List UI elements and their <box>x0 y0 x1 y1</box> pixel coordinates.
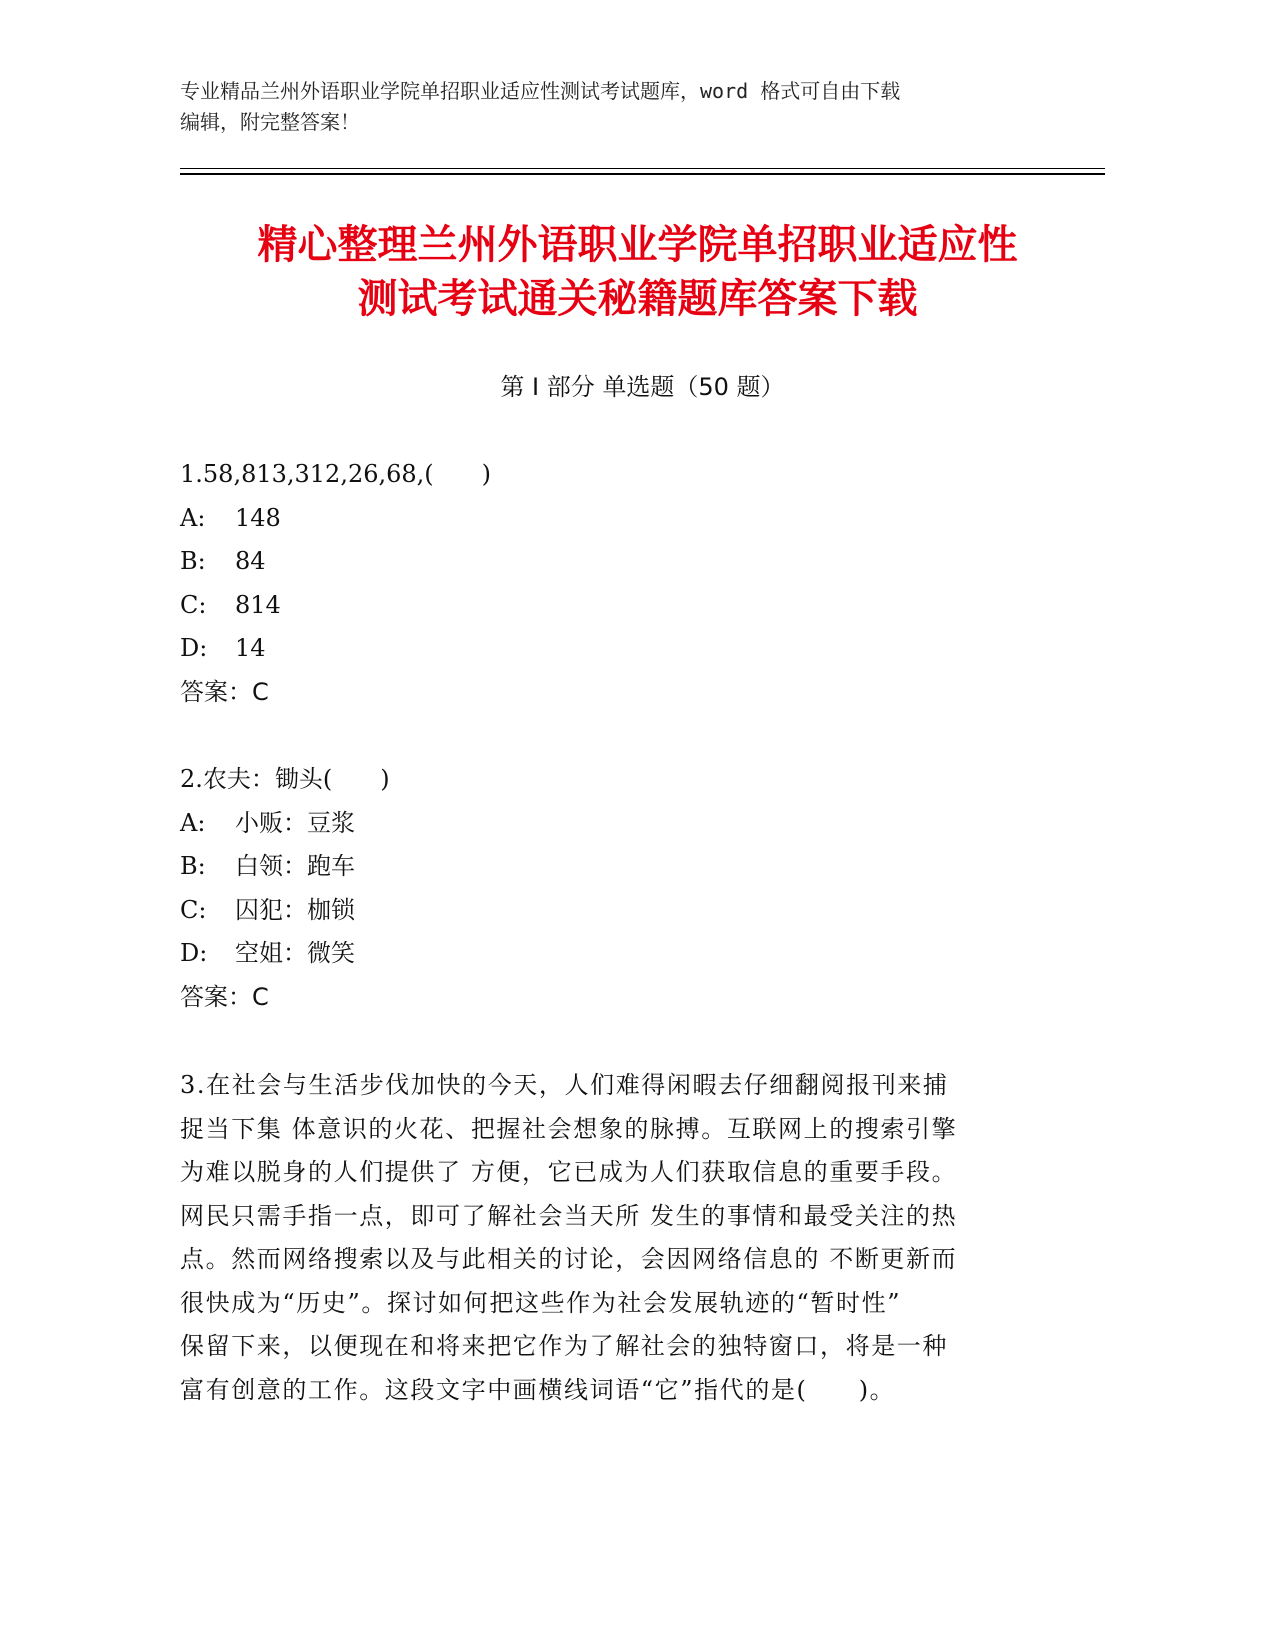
header-divider-thin <box>180 168 1105 169</box>
question-stem-line: 保留下来，以便现在和将来把它作为了解社会的独特窗口，将是一种 <box>180 1332 948 1360</box>
document-title-line-2: 测试考试通关秘籍题库答案下载 <box>357 276 918 322</box>
option-b <box>180 540 1050 584</box>
option-text: 空姐：微笑 <box>235 939 355 967</box>
question-2 <box>180 758 1050 1019</box>
option-text: 囚犯：枷锁 <box>235 895 355 924</box>
question-stem: 1.58,813,312,26,68,( ) <box>180 460 492 488</box>
option-text: 814 <box>235 590 281 619</box>
header-divider-thick <box>180 173 1105 175</box>
option-text: 84 <box>235 547 266 575</box>
answer-line: 答案：C <box>180 982 269 1011</box>
section-title: 第 I 部分 单选题（50 题） <box>500 373 785 401</box>
question-stem-line: 网民只需手指一点，即可了解社会当天所 发生的事情和最受关注的热 <box>180 1201 958 1230</box>
document-title <box>160 218 1115 326</box>
option-text: 148 <box>235 503 281 532</box>
option-letter: B: <box>180 852 206 880</box>
question-1 <box>180 453 1050 714</box>
option-letter: D: <box>180 939 208 967</box>
option-d <box>180 932 1050 976</box>
question-stem-line: 点。然而网络搜索以及与此相关的讨论，会因网络信息的 不断更新而 <box>180 1245 958 1273</box>
question-stem-line: 3.在社会与生活步伐加快的今天，人们难得闲暇去仔细翻阅报刊来捕 <box>180 1071 949 1099</box>
option-letter: A: <box>180 503 206 532</box>
option-c <box>180 584 1050 628</box>
question-3 <box>180 1064 1050 1412</box>
option-letter: A: <box>180 808 206 837</box>
option-letter: B: <box>180 547 206 575</box>
question-stem: 2.农夫：锄头( ) <box>180 765 390 793</box>
option-d <box>180 627 1050 671</box>
question-stem-line: 很快成为“历史”。探讨如何把这些作为社会发展轨迹的“暂时性” <box>180 1288 902 1317</box>
option-letter: C: <box>180 590 207 619</box>
option-letter: C: <box>180 895 207 924</box>
header-note-line-2: 编辑，附完整答案！ <box>180 110 360 134</box>
option-a <box>180 802 1050 846</box>
option-text: 14 <box>235 634 266 662</box>
option-c <box>180 889 1050 933</box>
question-stem-line: 富有创意的工作。这段文字中画横线词语“它”指代的是( )。 <box>180 1375 896 1404</box>
question-stem-line: 为难以脱身的人们提供了 方便，它已成为人们获取信息的重要手段。 <box>180 1158 958 1186</box>
header-note <box>180 76 1060 138</box>
question-stem-line: 捉当下集 体意识的火花、把握社会想象的脉搏。互联网上的搜索引擎 <box>180 1114 958 1143</box>
option-b <box>180 845 1050 889</box>
document-title-line-1: 精心整理兰州外语职业学院单招职业适应性 <box>257 222 1018 268</box>
option-text: 小贩：豆浆 <box>235 808 355 837</box>
option-letter: D: <box>180 634 208 662</box>
answer-line: 答案：C <box>180 677 269 706</box>
option-a <box>180 497 1050 541</box>
header-note-line-1: 专业精品兰州外语职业学院单招职业适应性测试考试题库，word 格式可自由下载 <box>180 79 901 103</box>
option-text: 白领：跑车 <box>235 852 355 880</box>
